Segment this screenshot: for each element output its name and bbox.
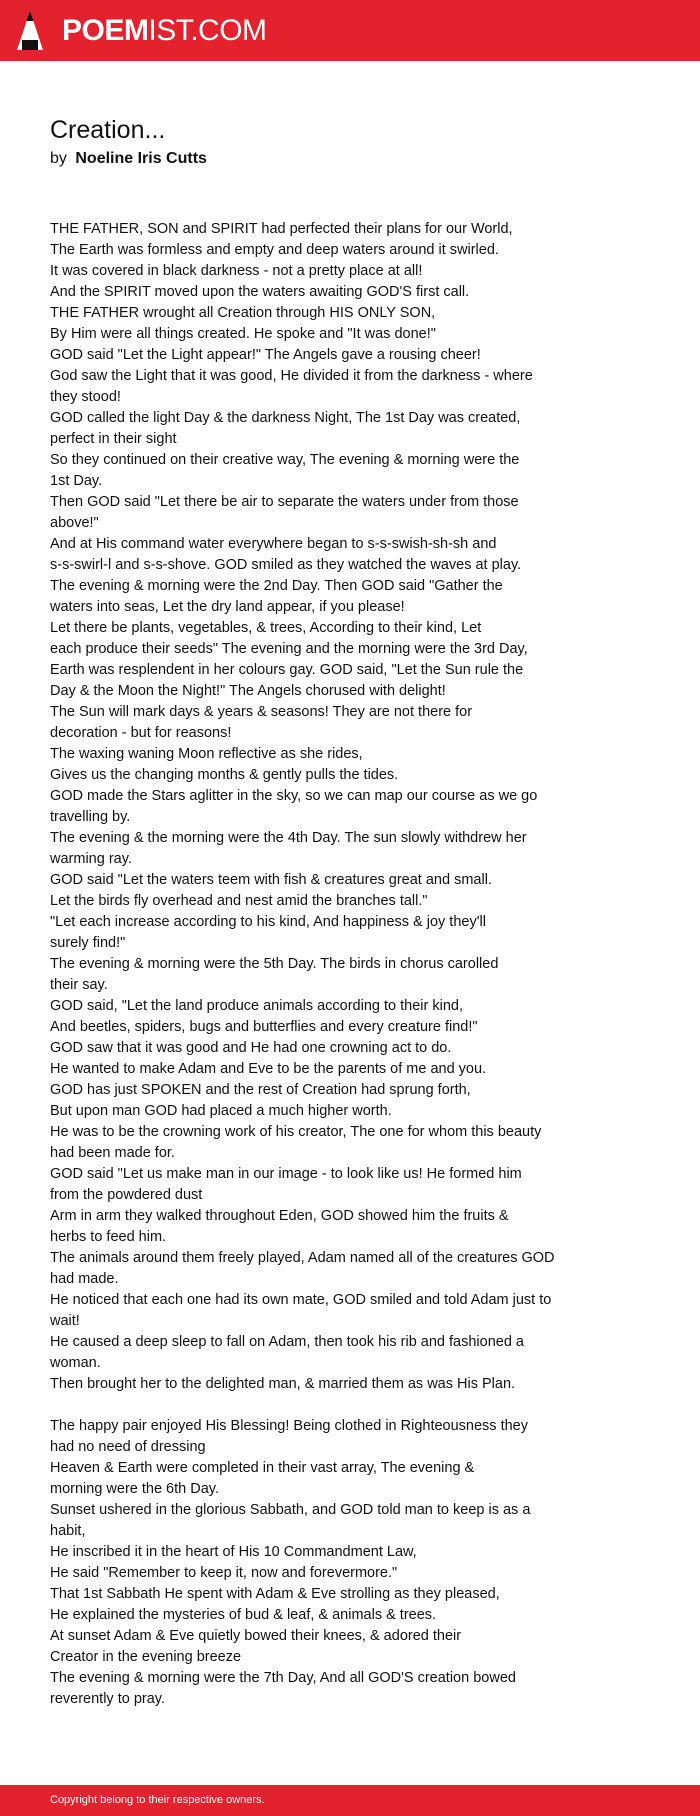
- poem-line: GOD said, "Let the land produce animals according to their kind,: [50, 998, 463, 1014]
- poem-line: He inscribed it in the heart of His 10 Commandment Law,: [50, 1544, 417, 1560]
- site-logo-link[interactable]: [62, 11, 267, 51]
- site-footer: [0, 1785, 700, 1816]
- poem-line: THE FATHER wrought all Creation through HIS ONLY SON,: [50, 305, 436, 321]
- poem-line: "Let each increase according to his kind, And happiness & joy they'll: [50, 914, 486, 930]
- author-name: Noeline Iris Cutts: [75, 150, 207, 167]
- poem-line: The Earth was formless and empty and deep waters around it swirled.: [50, 242, 499, 258]
- poem-line: Gives us the changing months & gently pulls the tides.: [50, 767, 399, 783]
- poem-line: each produce their seeds" The evening and the morning were the 3rd Day,: [50, 641, 528, 657]
- poem-line: Let the birds fly overhead and nest amid the branches tall.": [50, 893, 428, 909]
- byline: [50, 148, 207, 170]
- poem-line: GOD said "Let us make man in our image - to look like us! He formed him: [50, 1166, 522, 1182]
- poem-line: He explained the mysteries of bud & leaf, & animals & trees.: [50, 1607, 437, 1623]
- poem-line: The evening & morning were the 5th Day. The birds in chorus carolled: [50, 956, 499, 972]
- poem-line: The evening & morning were the 2nd Day. Then GOD said "Gather the: [50, 578, 503, 594]
- poem-line: GOD said "Let the waters teem with fish & creatures great and small.: [50, 872, 492, 888]
- poem-line: s-s-swirl-l and s-s-shove. GOD smiled as they watched the waves at play.: [50, 557, 522, 573]
- poem-line: travelling by.: [50, 809, 131, 825]
- poem-line: Earth was resplendent in her colours gay. GOD said, "Let the Sun rule the: [50, 662, 524, 678]
- poem-line: herbs to feed him.: [50, 1229, 167, 1245]
- poem-line: The animals around them freely played, Adam named all of the creatures GOD: [50, 1250, 555, 1266]
- poem-line: GOD made the Stars aglitter in the sky, so we can map our course as we go: [50, 788, 538, 804]
- poem-line: decoration - but for reasons!: [50, 725, 232, 741]
- poem-line: And the SPIRIT moved upon the waters awaiting GOD'S first call.: [50, 284, 470, 300]
- by-label: by: [50, 150, 67, 167]
- poem-line: they stood!: [50, 389, 121, 405]
- poem-line: habit,: [50, 1523, 86, 1539]
- poem-line: Sunset ushered in the glorious Sabbath, and GOD told man to keep is as a: [50, 1502, 531, 1518]
- poem-line: By Him were all things created. He spoke and "It was done!": [50, 326, 436, 342]
- poem-line: their say.: [50, 977, 108, 993]
- poem-line: woman.: [50, 1355, 101, 1371]
- poem-line: He said "Remember to keep it, now and forevermore.": [50, 1565, 398, 1581]
- poem-line: He caused a deep sleep to fall on Adam, then took his rib and fashioned a: [50, 1334, 524, 1350]
- poem-line: 1st Day.: [50, 473, 103, 489]
- site-header: [0, 0, 700, 61]
- stanza-break: [50, 1395, 600, 1416]
- poem-line: The happy pair enjoyed His Blessing! Being clothed in Righteousness they: [50, 1418, 528, 1434]
- pencil-tip-icon: [16, 10, 44, 52]
- poem-line: The evening & the morning were the 4th Day. The sun slowly withdrew her: [50, 830, 527, 846]
- poem-line: GOD said "Let the Light appear!" The Angels gave a rousing cheer!: [50, 347, 481, 363]
- poem-line: The waxing waning Moon reflective as she rides,: [50, 746, 363, 762]
- poem-line: He wanted to make Adam and Eve to be the parents of me and you.: [50, 1061, 487, 1077]
- poem-line: Day & the Moon the Night!" The Angels chorused with delight!: [50, 683, 446, 699]
- logo-wordmark-bold: POEM: [62, 14, 149, 47]
- poem-line: wait!: [50, 1313, 80, 1329]
- poem-line: So they continued on their creative way, The evening & morning were the: [50, 452, 520, 468]
- poem-line: He was to be the crowning work of his creator, The one for whom this beauty: [50, 1124, 542, 1140]
- logo-wordmark-light: IST.COM: [148, 14, 267, 47]
- poem-line: And beetles, spiders, bugs and butterflies and every creature find!": [50, 1019, 478, 1035]
- poem-line: surely find!": [50, 935, 126, 951]
- poem-line: Arm in arm they walked throughout Eden, GOD showed him the fruits &: [50, 1208, 509, 1224]
- poem-line: had no need of dressing: [50, 1439, 206, 1455]
- poem-body: [50, 219, 600, 1710]
- copyright-text: Copyright belong to their respective owners.: [50, 1794, 265, 1806]
- poem-line: Creator in the evening breeze: [50, 1649, 242, 1665]
- poem-line: reverently to pray.: [50, 1691, 165, 1707]
- poem-line: had made.: [50, 1271, 119, 1287]
- poem-line: The evening & morning were the 7th Day, And all GOD'S creation bowed: [50, 1670, 516, 1686]
- poem-line: had been made for.: [50, 1145, 175, 1161]
- poem-line: from the powdered dust: [50, 1187, 203, 1203]
- poem-line: Then GOD said "Let there be air to separate the waters under from those: [50, 494, 519, 510]
- poem-line: Heaven & Earth were completed in their vast array, The evening &: [50, 1460, 475, 1476]
- poem-line: God saw the Light that it was good, He divided it from the darkness - where: [50, 368, 533, 384]
- poem-line: Let there be plants, vegetables, & trees, According to their kind, Let: [50, 620, 482, 636]
- poem-line: It was covered in black darkness - not a pretty place at all!: [50, 263, 423, 279]
- poem-line: He noticed that each one had its own mate, GOD smiled and told Adam just to: [50, 1292, 552, 1308]
- poem-line: GOD saw that it was good and He had one crowning act to do.: [50, 1040, 452, 1056]
- poem-line: waters into seas, Let the dry land appear, if you please!: [50, 599, 405, 615]
- poem-line: Then brought her to the delighted man, & married them as was His Plan.: [50, 1376, 516, 1392]
- poem-line: GOD called the light Day & the darkness Night, The 1st Day was created,: [50, 410, 521, 426]
- poem-line: above!": [50, 515, 99, 531]
- poem-line: THE FATHER, SON and SPIRIT had perfected their plans for our World,: [50, 221, 513, 237]
- poem-line: morning were the 6th Day.: [50, 1481, 219, 1497]
- poem-line: But upon man GOD had placed a much higher worth.: [50, 1103, 392, 1119]
- poem-line: That 1st Sabbath He spent with Adam & Eve strolling as they pleased,: [50, 1586, 500, 1602]
- poem-line: perfect in their sight: [50, 431, 177, 447]
- poem-line: And at His command water everywhere began to s-s-swish-sh-sh and: [50, 536, 497, 552]
- poem-line: At sunset Adam & Eve quietly bowed their knees, & adored their: [50, 1628, 462, 1644]
- poem-line: GOD has just SPOKEN and the rest of Creation had sprung forth,: [50, 1082, 471, 1098]
- poem-line: warming ray.: [50, 851, 132, 867]
- poem-line: The Sun will mark days & years & seasons! They are not there for: [50, 704, 473, 720]
- poem-title: Creation...: [50, 116, 166, 144]
